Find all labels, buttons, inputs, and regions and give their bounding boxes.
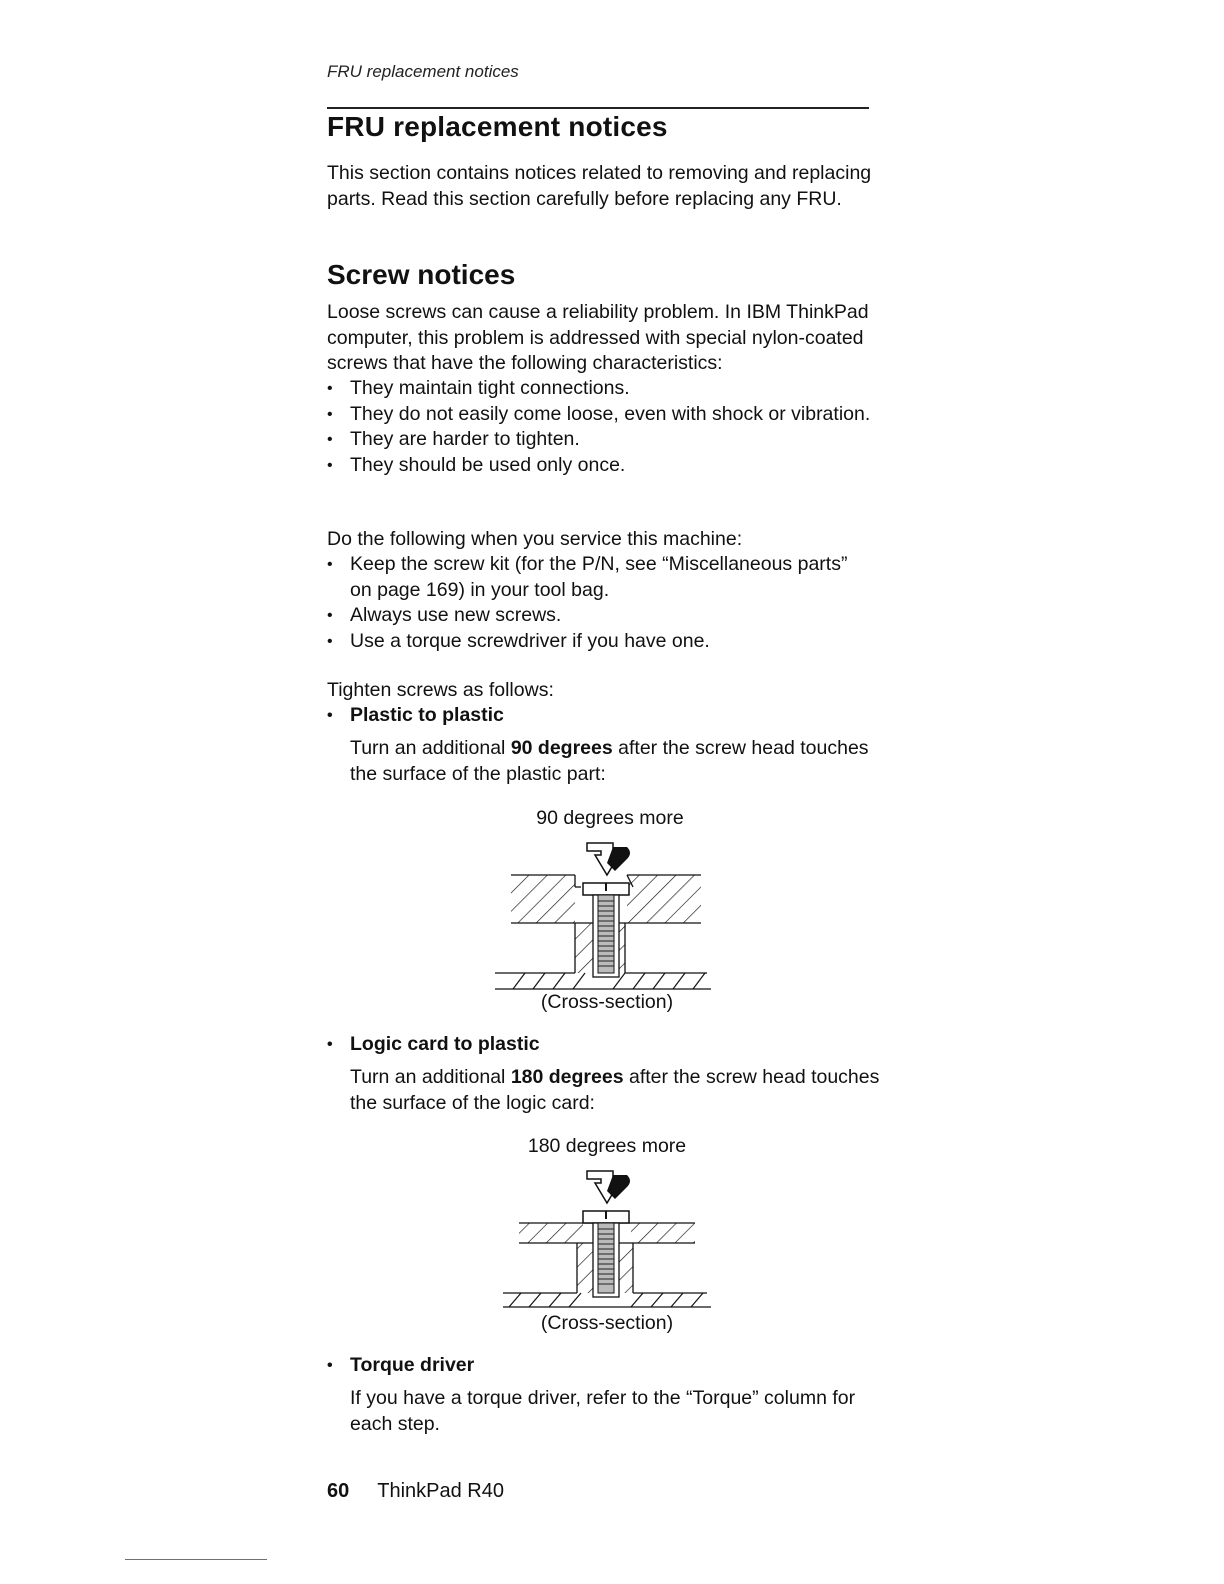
torque-text: If you have a torque driver, refer to the “Torque” column for each step. xyxy=(350,1387,856,1435)
torque-bullet xyxy=(327,1353,872,1379)
list-item: • They are harder to tighten. xyxy=(327,427,872,453)
list-item: • Always use new screws. xyxy=(327,603,872,629)
screw-intro: Loose screws can cause a reliability problem. In IBM ThinkPad computer, this problem is addressed with special nylon-coated screws that have the following characteristics: xyxy=(327,301,869,374)
bottom-link-underline xyxy=(125,1559,267,1560)
logic-cross-section-figure xyxy=(495,1165,719,1315)
list-item: • They maintain tight connections. xyxy=(327,376,872,402)
logic-bullet xyxy=(327,1032,872,1058)
screw-notices-title: Screw notices xyxy=(327,259,516,290)
logic-heading: • Logic card to plastic xyxy=(327,1032,872,1058)
service-intro: Do the following when you service this machine: xyxy=(327,528,743,550)
section-intro: This section contains notices related to removing and replacing parts. Read this section carefully before replacing any FRU. xyxy=(327,162,872,210)
plastic-text-before: Turn an additional xyxy=(350,737,511,759)
logic-text-before: Turn an additional xyxy=(350,1066,511,1088)
product-name: ThinkPad R40 xyxy=(377,1480,504,1502)
logic-text-after: after the screw head touches the surface of the logic card: xyxy=(350,1066,880,1114)
plastic-heading: • Plastic to plastic xyxy=(327,703,872,729)
plastic-cross-section-figure xyxy=(495,835,719,995)
plastic-figure-bottom-label: (Cross-section) xyxy=(540,991,674,1013)
plastic-text xyxy=(327,736,895,787)
plastic-bullet xyxy=(327,703,872,729)
logic-text xyxy=(327,1065,895,1116)
header-rule xyxy=(327,107,869,109)
list-item: • Keep the screw kit (for the P/N, see “Miscellaneous parts” on page 169) in your tool bag. xyxy=(327,552,872,603)
running-header: FRU replacement notices xyxy=(327,62,519,81)
logic-figure-top-label: 180 degrees more xyxy=(527,1135,687,1157)
page-number: 60 xyxy=(327,1480,350,1502)
logic-figure-bottom-label: (Cross-section) xyxy=(540,1312,674,1334)
tighten-intro: Tighten screws as follows: xyxy=(327,679,554,701)
section-title: FRU replacement notices xyxy=(327,111,668,142)
plastic-emph: 90 degrees xyxy=(510,737,613,759)
list-item: • They should be used only once. xyxy=(327,453,872,479)
list-item: • They do not easily come loose, even with shock or vibration. xyxy=(327,402,872,428)
plastic-figure-top-label: 90 degrees more xyxy=(536,807,684,829)
torque-heading: • Torque driver xyxy=(327,1353,872,1379)
list-item: • Use a torque screwdriver if you have one. xyxy=(327,629,872,655)
service-list xyxy=(327,552,872,654)
logic-emph: 180 degrees xyxy=(510,1066,624,1088)
page-footer xyxy=(327,1480,504,1503)
characteristics-list xyxy=(327,376,872,478)
plastic-text-after: after the screw head touches the surface of the plastic part: xyxy=(350,737,869,785)
